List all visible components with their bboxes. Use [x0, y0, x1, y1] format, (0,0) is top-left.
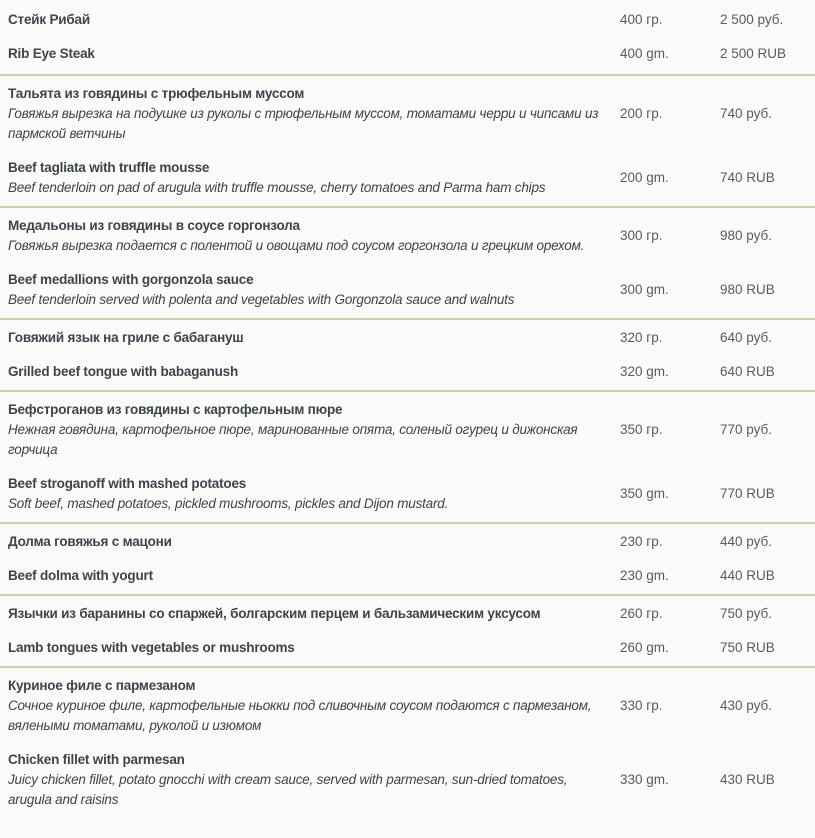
- dish-name-ru: Тальята из говядины с трюфельным муссом: [8, 86, 305, 101]
- dish-text-en: [8, 362, 600, 382]
- dish-name-en: Beef medallions with gorgonzola sauce: [8, 272, 254, 287]
- dish-price-en: 740 RUB: [720, 170, 775, 185]
- menu-item-row: [0, 596, 815, 668]
- dish-name-en: Beef stroganoff with mashed potatoes: [8, 476, 247, 491]
- menu-item-ru-block: [8, 328, 815, 348]
- dish-weight-ru: 230 гр.: [620, 534, 663, 549]
- menu-item-ru-block: [8, 400, 815, 460]
- menu-item-en-block: [8, 638, 815, 658]
- dish-name-en: Chicken fillet with parmesan: [8, 752, 185, 767]
- dish-price-ru: 640 руб.: [720, 330, 773, 345]
- dish-price-ru: 430 руб.: [720, 698, 773, 713]
- dish-description-ru: Нежная говядина, картофельное пюре, маринованные опята, соленый огурец и дижонская горчица: [8, 422, 578, 457]
- dish-weight-ru: 300 гр.: [620, 228, 663, 243]
- menu-item-en-block: [8, 362, 815, 382]
- dish-weight-ru: 200 гр.: [620, 106, 663, 121]
- menu-item-en-block: [8, 44, 815, 64]
- dish-price-ru: 440 руб.: [720, 534, 773, 549]
- dish-text-ru: [8, 84, 600, 144]
- dish-price-ru: 770 руб.: [720, 422, 773, 437]
- dish-price-en: 440 RUB: [720, 568, 775, 583]
- menu-item-ru-block: [8, 10, 815, 30]
- dish-price-en: 430 RUB: [720, 772, 775, 787]
- dish-price-en: 640 RUB: [720, 364, 775, 379]
- menu-item-en-block: [8, 474, 815, 514]
- dish-name-en: Beef dolma with yogurt: [8, 568, 153, 583]
- menu-item-ru-block: [8, 532, 815, 552]
- menu-item-en-block: [8, 270, 815, 310]
- dish-text-en: [8, 474, 600, 514]
- menu-item-row: [0, 524, 815, 596]
- dish-name-ru: Стейк Рибай: [8, 12, 90, 27]
- dish-price-en: 980 RUB: [720, 282, 775, 297]
- dish-weight-ru: 320 гр.: [620, 330, 663, 345]
- dish-price-ru: 980 руб.: [720, 228, 773, 243]
- dish-weight-ru: 350 гр.: [620, 422, 663, 437]
- menu-item-row: [0, 76, 815, 208]
- dish-text-en: [8, 638, 600, 658]
- dish-text-ru: [8, 216, 600, 256]
- dish-text-ru: [8, 532, 600, 552]
- dish-text-en: [8, 270, 600, 310]
- dish-description-en: Beef tenderloin served with polenta and vegetables with Gorgonzola sauce and walnuts: [8, 292, 515, 307]
- menu-item-row: [0, 208, 815, 320]
- menu-item-row: [0, 668, 815, 818]
- dish-name-en: Beef tagliata with truffle mousse: [8, 160, 210, 175]
- dish-description-ru: Говяжья вырезка на подушке из руколы с трюфельным муссом, томатами черри и чипсами из пармской ветчины: [8, 106, 599, 141]
- dish-price-en: 750 RUB: [720, 640, 775, 655]
- dish-text-en: [8, 750, 600, 810]
- dish-text-ru: [8, 328, 600, 348]
- dish-weight-ru: 260 гр.: [620, 606, 663, 621]
- dish-price-ru: 740 руб.: [720, 106, 773, 121]
- menu-item-ru-block: [8, 84, 815, 144]
- dish-price-en: 770 RUB: [720, 486, 775, 501]
- dish-weight-ru: 400 гр.: [620, 12, 663, 27]
- dish-name-ru: Язычки из баранины со спаржей, болгарским перцем и бальзамическим уксусом: [8, 606, 541, 621]
- dish-text-en: [8, 44, 600, 64]
- dish-price-ru: 750 руб.: [720, 606, 773, 621]
- dish-price-en: 2 500 RUB: [720, 46, 787, 61]
- dish-text-ru: [8, 400, 600, 460]
- dish-weight-en: 400 gm.: [620, 46, 669, 61]
- dish-description-en: Juicy chicken fillet, potato gnocchi with cream sauce, served with parmesan, sun-dried tomatoes, arugula and raisins: [8, 772, 568, 807]
- dish-description-ru: Сочное куриное филе, картофельные ньокки под сливочным соусом подаются с пармезаном, вялеными томатами, руколой и изюмом: [8, 698, 592, 733]
- dish-text-en: [8, 158, 600, 198]
- menu-item-ru-block: [8, 676, 815, 736]
- dish-text-ru: [8, 10, 600, 30]
- dish-name-ru: Говяжий язык на гриле с бабагануш: [8, 330, 244, 345]
- dish-name-ru: Долма говяжья с мацони: [8, 534, 172, 549]
- menu-item-ru-block: [8, 604, 815, 624]
- dish-weight-en: 350 gm.: [620, 486, 669, 501]
- dish-text-ru: [8, 676, 600, 736]
- dish-weight-en: 260 gm.: [620, 640, 669, 655]
- dish-name-ru: Бефстроганов из говядины с картофельным пюре: [8, 402, 343, 417]
- dish-name-en: Grilled beef tongue with babaganush: [8, 364, 239, 379]
- dish-weight-en: 320 gm.: [620, 364, 669, 379]
- dish-name-ru: Куриное филе с пармезаном: [8, 678, 196, 693]
- menu-item-en-block: [8, 750, 815, 810]
- menu-item-row: [0, 320, 815, 392]
- dish-weight-ru: 330 гр.: [620, 698, 663, 713]
- dish-description-ru: Говяжья вырезка подается с полентой и овощами под соусом горгонзола и грецким орехом.: [8, 238, 585, 253]
- dish-text-ru: [8, 604, 600, 624]
- dish-price-ru: 2 500 руб.: [720, 12, 784, 27]
- menu-item-row: [0, 392, 815, 524]
- menu-item-ru-block: [8, 216, 815, 256]
- menu-item-en-block: [8, 158, 815, 198]
- dish-text-en: [8, 566, 600, 586]
- dish-name-en: Rib Eye Steak: [8, 46, 95, 61]
- dish-description-en: Beef tenderloin on pad of arugula with truffle mousse, cherry tomatoes and Parma ham chips: [8, 180, 546, 195]
- dish-weight-en: 230 gm.: [620, 568, 669, 583]
- dish-weight-en: 200 gm.: [620, 170, 669, 185]
- dish-description-en: Soft beef, mashed potatoes, pickled mushrooms, pickles and Dijon mustard.: [8, 496, 449, 511]
- dish-name-en: Lamb tongues with vegetables or mushrooms: [8, 640, 295, 655]
- menu-item-row: [0, 0, 815, 76]
- dish-weight-en: 330 gm.: [620, 772, 669, 787]
- menu-item-en-block: [8, 566, 815, 586]
- dish-weight-en: 300 gm.: [620, 282, 669, 297]
- dish-name-ru: Медальоны из говядины в соусе горгонзола: [8, 218, 300, 233]
